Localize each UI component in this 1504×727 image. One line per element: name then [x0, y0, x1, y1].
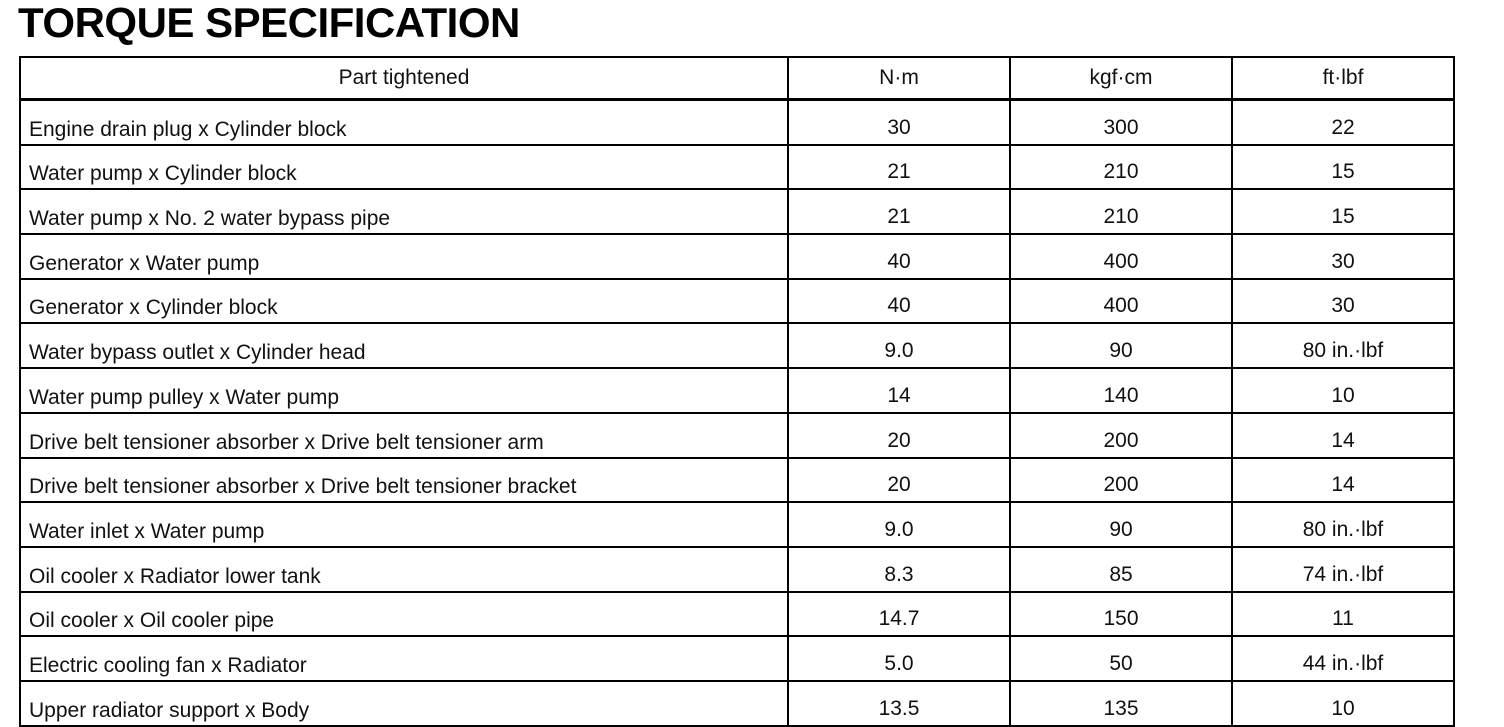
- torque-spec-table: [19, 56, 1455, 727]
- nm-cell: 21: [788, 145, 1010, 190]
- part-cell: Generator x Cylinder block: [20, 279, 788, 324]
- kgf-cm-cell: 200: [1010, 458, 1232, 503]
- part-cell: Electric cooling fan x Radiator: [20, 636, 788, 681]
- part-cell: Drive belt tensioner absorber x Drive belt tensioner bracket: [20, 458, 788, 503]
- part-cell: Upper radiator support x Body: [20, 681, 788, 726]
- nm-cell: 30: [788, 100, 1010, 145]
- nm-cell: 40: [788, 279, 1010, 324]
- ft-lbf-cell: 11: [1232, 592, 1454, 637]
- part-cell: Water pump x No. 2 water bypass pipe: [20, 189, 788, 234]
- kgf-cm-cell: 150: [1010, 592, 1232, 637]
- column-header-kgf-cm: kgf·cm: [1010, 57, 1232, 100]
- nm-cell: 5.0: [788, 636, 1010, 681]
- ft-lbf-cell: 22: [1232, 100, 1454, 145]
- nm-cell: 9.0: [788, 323, 1010, 368]
- nm-cell: 9.0: [788, 502, 1010, 547]
- nm-cell: 14.7: [788, 592, 1010, 637]
- part-cell: Water pump pulley x Water pump: [20, 368, 788, 413]
- ft-lbf-cell: 14: [1232, 458, 1454, 503]
- nm-cell: 21: [788, 189, 1010, 234]
- table-row: [20, 234, 1454, 279]
- kgf-cm-cell: 50: [1010, 636, 1232, 681]
- kgf-cm-cell: 300: [1010, 100, 1232, 145]
- table-row: [20, 458, 1454, 503]
- ft-lbf-cell: 10: [1232, 681, 1454, 726]
- kgf-cm-cell: 140: [1010, 368, 1232, 413]
- part-cell: Drive belt tensioner absorber x Drive belt tensioner arm: [20, 413, 788, 458]
- ft-lbf-cell: 15: [1232, 189, 1454, 234]
- nm-cell: 40: [788, 234, 1010, 279]
- nm-cell: 13.5: [788, 681, 1010, 726]
- table-row: [20, 100, 1454, 145]
- ft-lbf-cell: 80 in.·lbf: [1232, 323, 1454, 368]
- table-header: [20, 57, 1454, 100]
- part-cell: Engine drain plug x Cylinder block: [20, 100, 788, 145]
- ft-lbf-cell: 74 in.·lbf: [1232, 547, 1454, 592]
- kgf-cm-cell: 210: [1010, 145, 1232, 190]
- table-row: [20, 636, 1454, 681]
- table-row: [20, 323, 1454, 368]
- kgf-cm-cell: 90: [1010, 323, 1232, 368]
- table-row: [20, 413, 1454, 458]
- table-row: [20, 279, 1454, 324]
- ft-lbf-cell: 14: [1232, 413, 1454, 458]
- ft-lbf-cell: 10: [1232, 368, 1454, 413]
- ft-lbf-cell: 15: [1232, 145, 1454, 190]
- part-cell: Water pump x Cylinder block: [20, 145, 788, 190]
- column-header-part: Part tightened: [20, 57, 788, 100]
- header-row: [20, 57, 1454, 100]
- table-row: [20, 592, 1454, 637]
- table-row: [20, 502, 1454, 547]
- kgf-cm-cell: 210: [1010, 189, 1232, 234]
- part-cell: Oil cooler x Radiator lower tank: [20, 547, 788, 592]
- ft-lbf-cell: 30: [1232, 279, 1454, 324]
- table-row: [20, 189, 1454, 234]
- part-cell: Oil cooler x Oil cooler pipe: [20, 592, 788, 637]
- table-row: [20, 368, 1454, 413]
- kgf-cm-cell: 135: [1010, 681, 1232, 726]
- table-row: [20, 547, 1454, 592]
- kgf-cm-cell: 90: [1010, 502, 1232, 547]
- table-row: [20, 681, 1454, 726]
- part-cell: Water bypass outlet x Cylinder head: [20, 323, 788, 368]
- column-header-ft-lbf: ft·lbf: [1232, 57, 1454, 100]
- page-title: TORQUE SPECIFICATION: [18, 0, 520, 46]
- kgf-cm-cell: 400: [1010, 234, 1232, 279]
- ft-lbf-cell: 80 in.·lbf: [1232, 502, 1454, 547]
- nm-cell: 20: [788, 413, 1010, 458]
- kgf-cm-cell: 400: [1010, 279, 1232, 324]
- nm-cell: 8.3: [788, 547, 1010, 592]
- ft-lbf-cell: 30: [1232, 234, 1454, 279]
- nm-cell: 20: [788, 458, 1010, 503]
- table-row: [20, 145, 1454, 190]
- part-cell: Generator x Water pump: [20, 234, 788, 279]
- column-header-nm: N·m: [788, 57, 1010, 100]
- part-cell: Water inlet x Water pump: [20, 502, 788, 547]
- nm-cell: 14: [788, 368, 1010, 413]
- kgf-cm-cell: 200: [1010, 413, 1232, 458]
- kgf-cm-cell: 85: [1010, 547, 1232, 592]
- ft-lbf-cell: 44 in.·lbf: [1232, 636, 1454, 681]
- table-body: [20, 100, 1454, 726]
